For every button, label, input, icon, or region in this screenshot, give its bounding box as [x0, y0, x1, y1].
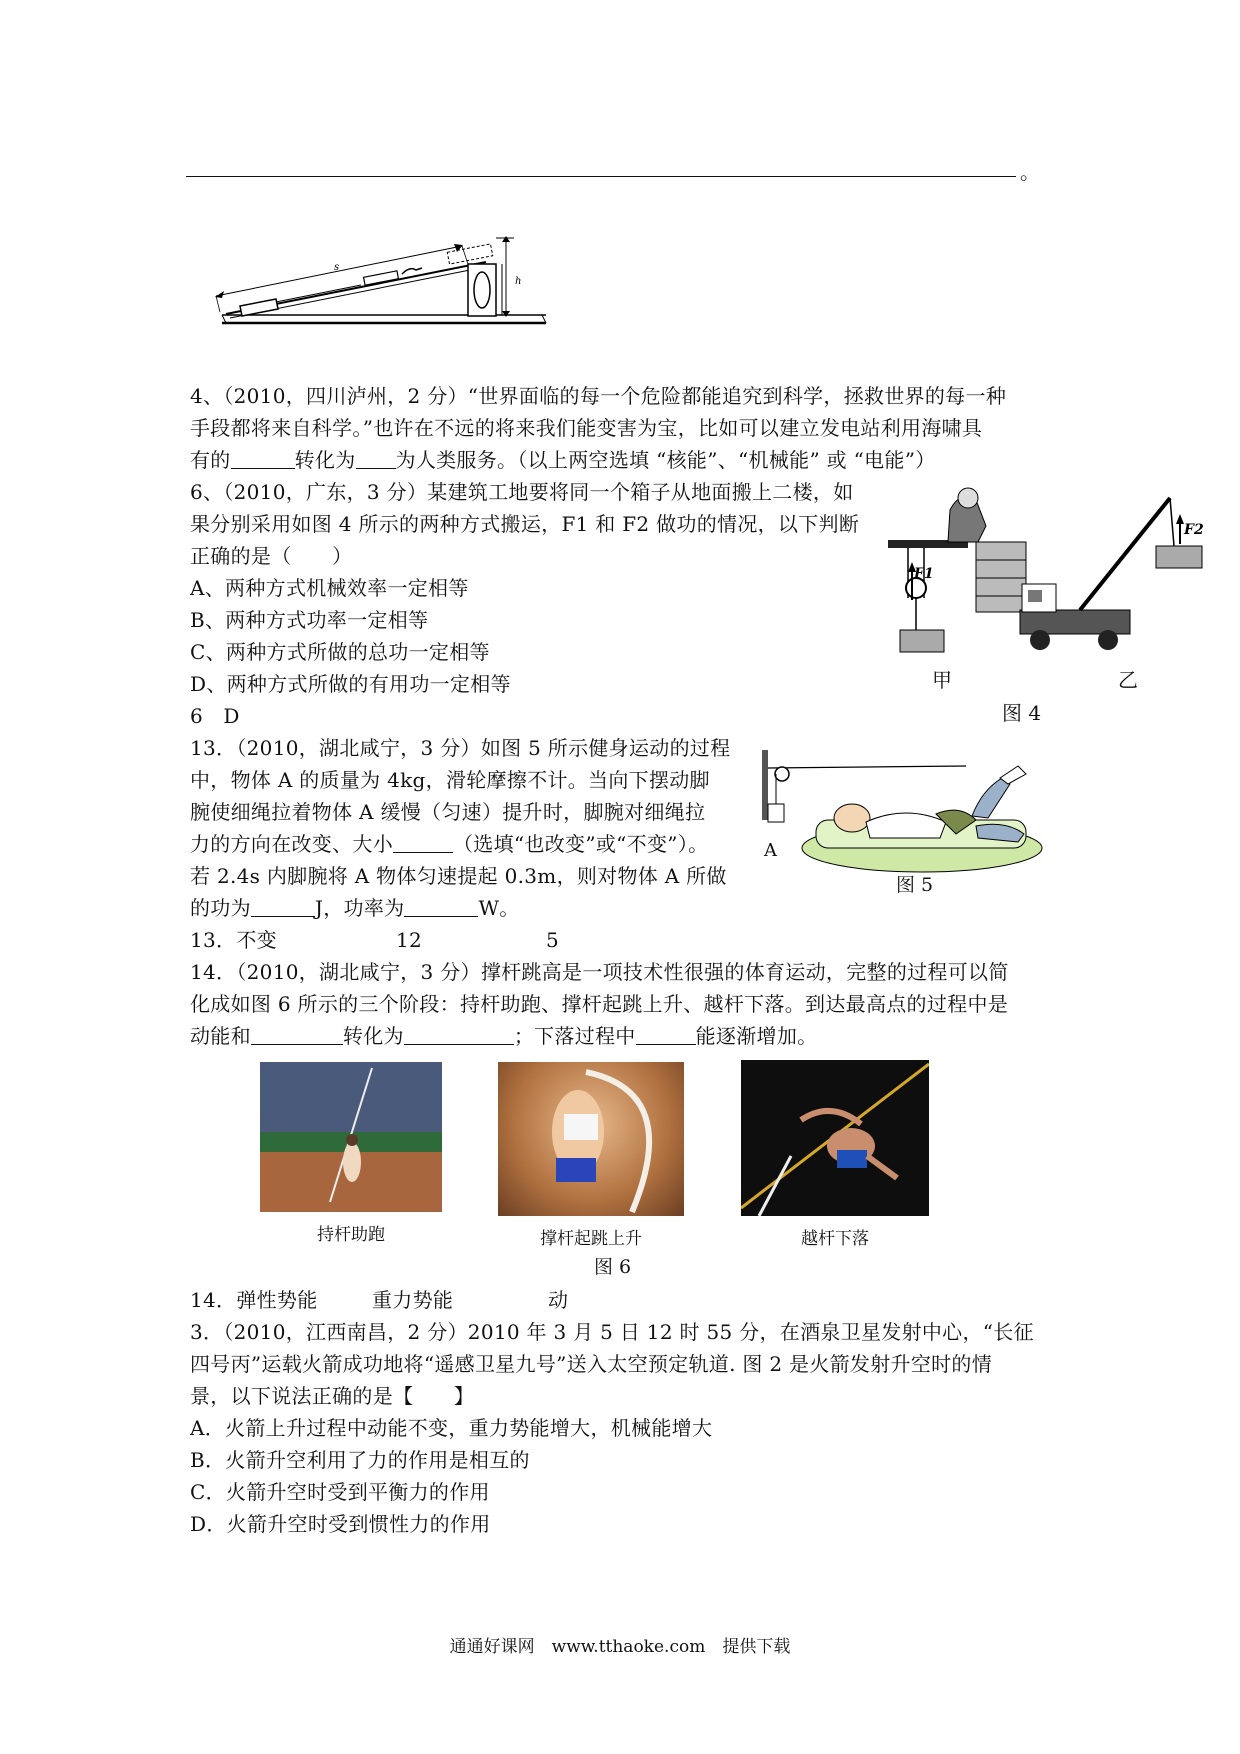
q4-line-3 — [190, 444, 936, 476]
q6-option-c: C、两种方式所做的总功一定相等 — [190, 640, 490, 664]
q6-option-a: A、两种方式机械效率一定相等 — [190, 576, 469, 600]
figure-4-illustration — [880, 480, 1220, 660]
photo-pole-run — [260, 1062, 442, 1212]
q13-text-6a: 的功为 — [190, 896, 251, 920]
bar-clearance-figure — [741, 1060, 929, 1216]
q14-text-3d: 能逐渐增加。 — [695, 1024, 818, 1048]
f1-label: F1 — [914, 566, 934, 582]
q14-text-3c: ；下落过程中 — [513, 1024, 636, 1048]
q3-option-b: B．火箭升空利用了力的作用是相互的 — [190, 1448, 530, 1472]
photo-caption-3: 越杆下落 — [801, 1229, 869, 1249]
q14-line-1: 14．（2010，湖北咸宁，3 分）撑杆跳高是一项技术性很强的体育运动，完整的过程可以简 — [190, 960, 1009, 984]
q13-blank-2[interactable] — [251, 896, 315, 917]
figure-5-label-a: A — [764, 840, 777, 861]
figure-4-crane-scene — [1020, 498, 1204, 650]
q4-text-a: 有的 — [190, 448, 231, 472]
q13-answer-1: 13．不变 — [190, 928, 277, 952]
q13-line-3: 腕使细绳拉着物体 A 缓慢（匀速）提升时，脚腕对细绳拉 — [190, 800, 706, 824]
q14-blank-3[interactable] — [636, 1024, 696, 1045]
incline-h-label: h — [515, 276, 522, 287]
page-footer: 通通好课网 www.tthaoke.com 提供下载 — [449, 1637, 791, 1657]
q3-line-1: 3．（2010，江西南昌，2 分）2010 年 3 月 5 日 12 时 55 分，在酒泉卫星发射中心，“长征 — [190, 1320, 1034, 1344]
q4-blank-2[interactable] — [356, 448, 396, 469]
q13-blank-1[interactable] — [393, 832, 453, 853]
q4-text-b: 转化为 — [294, 448, 356, 472]
figure-5-caption: 图 5 — [896, 874, 934, 896]
incline-s-label: s — [334, 262, 340, 273]
q4-line-2: 手段都将来自科学。”也许在不远的将来我们能变害为宝，比如可以建立发电站利用海啸具 — [190, 416, 983, 440]
q4-text-c: 为人类服务。（以上两空选填 “核能”、“机械能” 或 “电能”） — [395, 448, 936, 472]
pole-vault-figure — [498, 1062, 684, 1216]
f2-label: F2 — [1184, 522, 1204, 538]
q14-text-3b: 转化为 — [342, 1024, 404, 1048]
answer-blank-line — [186, 176, 1016, 177]
q3-line-2: 四号丙”运载火箭成功地将“遥感卫星九号”送入太空预定轨道. 图 2 是火箭发射升空时的情 — [190, 1352, 993, 1376]
photo-pole-vault-rise — [498, 1062, 684, 1216]
q13-answer-3: 5 — [546, 928, 560, 952]
photo-caption-2: 撑杆起跳上升 — [540, 1229, 642, 1249]
q3-line-3: 景，以下说法正确的是【 】 — [190, 1384, 475, 1408]
q13-text-4a: 力的方向在改变、大小 — [190, 832, 393, 856]
q13-line-4 — [190, 828, 708, 860]
q13-text-6b: J，功率为 — [314, 896, 405, 920]
photo-pole-vault-fall — [741, 1060, 929, 1216]
q13-answer-2: 12 — [396, 928, 423, 952]
q4-blank-1[interactable] — [231, 448, 295, 469]
q14-text-3a: 动能和 — [190, 1024, 251, 1048]
q6-option-b: B、两种方式功率一定相等 — [190, 608, 429, 632]
q6-answer: 6 D — [190, 704, 240, 728]
figure-4-label-left: 甲 — [932, 668, 952, 692]
blank-end-period: 。 — [1020, 160, 1040, 184]
q13-text-4b: （选填“也改变”或“不变”）。 — [453, 832, 709, 856]
figure-4-pulley-scene — [888, 488, 1026, 652]
pole-run-figure — [260, 1062, 442, 1212]
photo-caption-1: 持杆助跑 — [317, 1225, 385, 1245]
q6-line-3: 正确的是（ ） — [190, 544, 353, 568]
incline-diagram — [196, 208, 556, 328]
q6-option-d: D、两种方式所做的有用功一定相等 — [190, 672, 511, 696]
figure-6-caption: 图 6 — [594, 1256, 632, 1278]
q14-line-2: 化成如图 6 所示的三个阶段：持杆助跑、撑杆起跳上升、越杆下落。到达最高点的过程中是 — [190, 992, 1009, 1016]
q13-line-2: 中，物体 A 的质量为 4kg，滑轮摩擦不计。当向下摆动脚 — [190, 768, 710, 792]
q3-option-a: A．火箭上升过程中动能不变，重力势能增大，机械能增大 — [190, 1416, 713, 1440]
q14-blank-1[interactable] — [251, 1024, 343, 1045]
q14-line-3 — [190, 1020, 817, 1052]
q3-option-d: D．火箭升空时受到惯性力的作用 — [190, 1512, 491, 1536]
q13-blank-3[interactable] — [404, 896, 478, 917]
q6-line-1: 6、（2010，广东，3 分）某建筑工地要将同一个箱子从地面搬上二楼，如 — [190, 480, 854, 504]
figure-4-label-right: 乙 — [1118, 668, 1138, 692]
figure-4-caption: 图 4 — [1002, 701, 1042, 725]
q14-blank-2[interactable] — [404, 1024, 514, 1045]
q3-option-c: C．火箭升空时受到平衡力的作用 — [190, 1480, 490, 1504]
q4-line-1: 4、（2010，四川泸州，2 分）“世界面临的每一个危险都能追究到科学，拯救世界的每一种 — [190, 384, 1007, 408]
q13-line-1: 13．（2010，湖北咸宁，3 分）如图 5 所示健身运动的过程 — [190, 736, 731, 760]
q14-answer-2: 重力势能 — [372, 1288, 454, 1312]
q13-line-5: 若 2.4s 内脚腕将 A 物体匀速提起 0.3m，则对物体 A 所做 — [190, 864, 727, 888]
q6-line-2: 果分别采用如图 4 所示的两种方式搬运，F1 和 F2 做功的情况，以下判断 — [190, 512, 860, 536]
q13-text-6c: W。 — [478, 896, 520, 920]
q14-answer-3: 动 — [548, 1288, 569, 1312]
q13-line-6 — [190, 892, 520, 924]
figure-5-illustration — [756, 744, 1056, 880]
q14-answer-1: 14．弹性势能 — [190, 1288, 318, 1312]
